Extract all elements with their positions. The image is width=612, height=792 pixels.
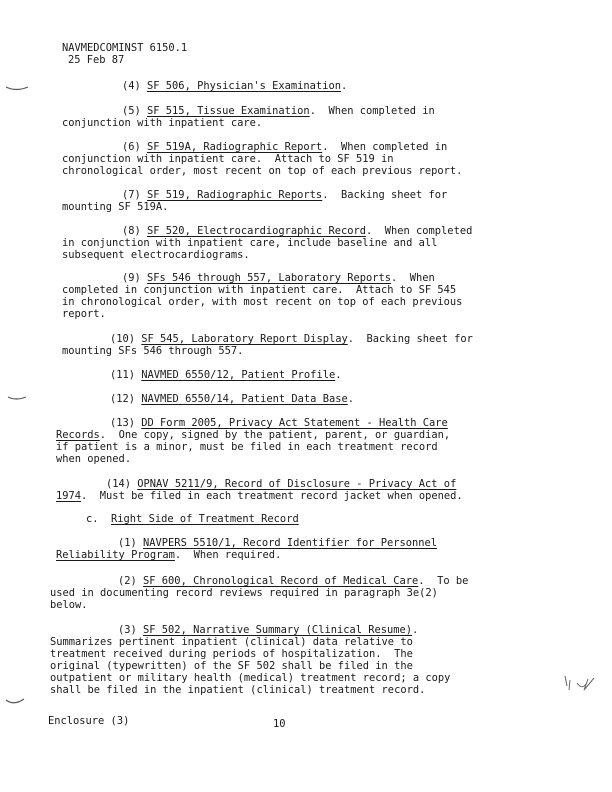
text-line bbox=[50, 637, 413, 649]
page-number: 10 bbox=[273, 718, 286, 730]
text-segment: (11) bbox=[110, 369, 142, 381]
binding-hole-mark-top bbox=[6, 87, 28, 90]
text-segment: . One copy, signed by the patient, parent, or guardian, bbox=[99, 429, 451, 441]
text-line bbox=[110, 418, 448, 430]
text-segment: . When completed in bbox=[309, 105, 435, 117]
text-segment: below. bbox=[50, 599, 88, 611]
text-segment: . Backing sheet for bbox=[347, 333, 473, 345]
text-segment: used in documenting record reviews required in paragraph 3e(2) bbox=[50, 587, 438, 599]
text-line bbox=[122, 106, 435, 118]
footer-enclosure: Enclosure (3) bbox=[48, 715, 130, 727]
text-segment: (12) bbox=[110, 393, 142, 405]
text-segment: . bbox=[347, 393, 354, 405]
underlined-title: SF 519A, Radiographic Report bbox=[147, 141, 323, 153]
text-segment: Summarizes pertinent inpatient (clinical) data relative to bbox=[50, 636, 413, 648]
text-segment: (14) bbox=[106, 478, 138, 490]
text-line bbox=[118, 538, 437, 550]
underlined-title: OPNAV 5211/9, Record of Disclosure - Privacy Act of bbox=[137, 478, 457, 490]
text-line bbox=[110, 394, 354, 406]
text-segment: mounting SF 519A. bbox=[62, 201, 169, 213]
text-segment: conjunction with inpatient care. Attach to SF 519 in bbox=[62, 153, 394, 165]
text-line bbox=[122, 81, 347, 93]
underlined-title: SFs 546 through 557, Laboratory Reports bbox=[147, 272, 392, 284]
text-line bbox=[118, 576, 468, 588]
underlined-title: SF 515, Tissue Examination bbox=[147, 105, 310, 117]
text-line bbox=[56, 454, 131, 466]
text-segment: in chronological order, with most recent on top of each previous bbox=[62, 296, 463, 308]
text-line bbox=[86, 514, 299, 526]
handwritten-initial-mark bbox=[565, 676, 594, 690]
text-segment: . When completed bbox=[365, 225, 473, 237]
text-line bbox=[110, 334, 473, 346]
text-segment: (2) bbox=[118, 575, 144, 587]
binding-hole-mark-middle bbox=[8, 397, 26, 399]
underlined-title: Right Side of Treatment Record bbox=[111, 513, 299, 525]
text-line bbox=[50, 685, 425, 697]
text-segment: . bbox=[340, 80, 348, 92]
text-line bbox=[62, 346, 243, 358]
text-line bbox=[56, 550, 281, 562]
text-line bbox=[122, 142, 447, 154]
text-segment: mounting SFs 546 through 557. bbox=[62, 345, 244, 357]
text-line bbox=[50, 600, 88, 612]
text-segment: in conjunction with inpatient care, include baseline and all bbox=[62, 237, 438, 249]
text-segment: (1) bbox=[118, 537, 144, 549]
underlined-title: 1974 bbox=[56, 490, 82, 502]
text-line bbox=[56, 430, 450, 442]
text-segment: (9) bbox=[122, 272, 148, 284]
text-segment: . bbox=[412, 624, 419, 636]
text-segment: . To be bbox=[418, 575, 469, 587]
text-segment: (5) bbox=[122, 105, 148, 117]
text-segment: (10) bbox=[110, 333, 142, 345]
underlined-title: Reliability Program bbox=[56, 549, 175, 561]
text-segment: completed in conjunction with inpatient care. Attach to SF 545 bbox=[62, 284, 457, 296]
underlined-title: DD Form 2005, Privacy Act Statement - Health Care bbox=[141, 417, 448, 429]
text-segment: . When bbox=[391, 272, 435, 284]
underlined-title: NAVPERS 5510/1, Record Identifier for Personnel bbox=[143, 537, 438, 549]
text-segment: when opened. bbox=[56, 453, 132, 465]
text-line bbox=[118, 625, 418, 637]
text-segment: . When required. bbox=[174, 549, 282, 561]
doc-date: 25 Feb 87 bbox=[68, 54, 125, 66]
text-segment: chronological order, most recent on top of each previous report. bbox=[62, 165, 463, 177]
text-segment: . bbox=[335, 369, 342, 381]
text-line bbox=[50, 588, 438, 600]
binding-hole-mark-bottom bbox=[6, 699, 24, 703]
text-line bbox=[110, 370, 341, 382]
text-line bbox=[122, 226, 472, 238]
text-segment: (6) bbox=[122, 141, 148, 153]
text-line bbox=[62, 166, 462, 178]
text-segment: outpatient or military health (medical) treatment record; a copy bbox=[50, 672, 451, 684]
text-segment: if patient is a minor, must be filed in each treatment record bbox=[56, 441, 438, 453]
text-line bbox=[50, 649, 413, 661]
text-line bbox=[50, 673, 450, 685]
underlined-title: NAVMED 6550/12, Patient Profile bbox=[141, 369, 336, 381]
text-line bbox=[62, 285, 456, 297]
text-line bbox=[50, 661, 413, 673]
text-line bbox=[62, 297, 462, 309]
text-line bbox=[62, 118, 262, 130]
text-segment: c. bbox=[86, 513, 112, 525]
text-segment: . Backing sheet for bbox=[322, 189, 448, 201]
text-segment: (3) bbox=[118, 624, 144, 636]
text-segment: (4) bbox=[122, 80, 148, 92]
text-line bbox=[56, 491, 463, 503]
text-line bbox=[62, 154, 394, 166]
underlined-title: SF 519, Radiographic Reports bbox=[147, 189, 323, 201]
text-line bbox=[56, 442, 438, 454]
text-segment: report. bbox=[62, 308, 106, 320]
underlined-title: SF 502, Narrative Summary (Clinical Resume) bbox=[143, 624, 413, 636]
text-segment: . When completed in bbox=[322, 141, 448, 153]
underlined-title: Records bbox=[56, 429, 100, 441]
underlined-title: SF 506, Physician's Examination bbox=[147, 80, 341, 92]
text-line bbox=[62, 250, 250, 262]
text-segment: . Must be filed in each treatment record jacket when opened. bbox=[81, 490, 463, 502]
text-line bbox=[62, 202, 168, 214]
underlined-title: NAVMED 6550/14, Patient Data Base bbox=[141, 393, 348, 405]
text-segment: shall be filed in the inpatient (clinical) treatment record. bbox=[50, 684, 426, 696]
doc-id: NAVMEDCOMINST 6150.1 bbox=[62, 42, 188, 54]
underlined-title: SF 600, Chronological Record of Medical Care bbox=[143, 575, 419, 587]
text-line bbox=[122, 190, 447, 202]
text-line bbox=[106, 479, 456, 491]
text-segment: conjunction with inpatient care. bbox=[62, 117, 263, 129]
text-segment: subsequent electrocardiograms. bbox=[62, 249, 250, 261]
text-segment: treatment received during periods of hospitalization. The bbox=[50, 648, 413, 660]
underlined-title: SF 545, Laboratory Report Display bbox=[141, 333, 348, 345]
text-line bbox=[62, 238, 437, 250]
text-segment: (8) bbox=[122, 225, 148, 237]
underlined-title: SF 520, Electrocardiographic Record bbox=[147, 225, 366, 237]
text-segment: (13) bbox=[110, 417, 142, 429]
text-segment: (7) bbox=[122, 189, 148, 201]
text-segment: original (typewritten) of the SF 502 shall be filed in the bbox=[50, 660, 413, 672]
text-line bbox=[62, 309, 106, 321]
text-line bbox=[122, 273, 435, 285]
